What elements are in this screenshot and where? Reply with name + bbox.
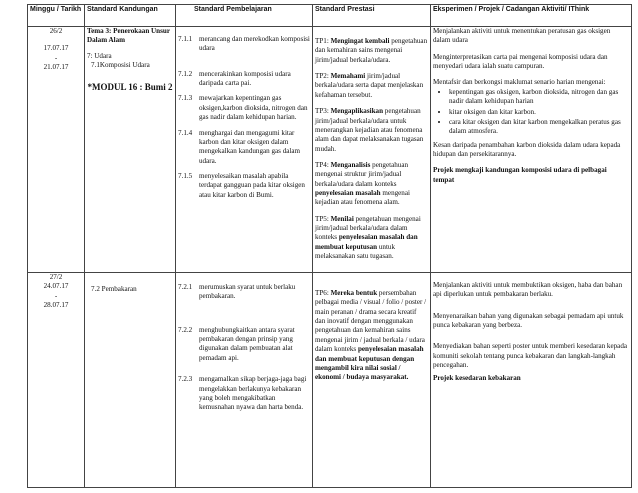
sp-item: 7.1.2 mencerakinkan komposisi udara daripada carta pai.	[178, 69, 291, 88]
tp-item: TP6: Mereka bentuk persembahan pelbagai media / visual / folio / poster / main peranan / drama secara kreatif dan inovatif dengan menggunakan pengetahuan dan kemahiran sains mengenai jirim / jadual berkala / udara dalam konteks penyelesaian masalah dan membuat keputusan dengan mengambil kira nilai sosial / ekonomi / budaya masyarakat.	[315, 289, 427, 382]
date-from: 17.07.17	[43, 44, 69, 53]
week-cell	[28, 273, 85, 488]
list-item: • kepentingan gas oksigen, karbon dioksida, nitrogen dan gas nadir dalam kehidupan harian	[449, 88, 629, 107]
date-dash: -	[54, 291, 58, 300]
standard-prestasi-cell	[313, 27, 431, 273]
standard-kandungan-cell	[85, 27, 176, 273]
eksperimen-cell	[431, 27, 632, 273]
activity-text: Menginterpretasikan carta pai mengenai komposisi udara dan menyedari udara ialah suatu campuran.	[433, 52, 608, 71]
unit-title: 7: Udara	[87, 51, 112, 60]
sp-item: 7.1.4 menghargai dan mengagumi kitar karbon dan kitar oksigen dalam mengekalkan kandungan gas dalam udara.	[178, 128, 301, 165]
lesson-plan-page	[27, 4, 631, 488]
sp-item: 7.1.1 merancang dan merekodkan komposisi udara	[178, 35, 310, 53]
sp-item: 7.2.3 mengamalkan sikap berjaga-jaga bagi mengelakkan berlakunya kebakaran yang boleh mengakibatkan kemusnahan nyawa dan harta benda.	[178, 375, 307, 412]
subtopic-title: 7.2 Pembakaran	[91, 285, 137, 293]
date-dash: -	[54, 53, 58, 62]
subtopic-title: 7.1Komposisi Udara	[91, 61, 150, 70]
list-item: • kitar oksigen dan kitar karbon.	[449, 108, 629, 117]
header-standard-kandungan: Standard Kandungan	[85, 5, 176, 27]
header-standard-prestasi: Standard Prestasi	[313, 5, 431, 27]
header-row	[28, 5, 632, 27]
table-row-week-26	[28, 27, 632, 273]
date-to: 28.07.17	[43, 301, 69, 310]
date-from: 24.07.17	[43, 282, 69, 291]
project-title: Projek mengkaji kandungan komposisi udara di pelbagai tempat	[433, 166, 607, 184]
activity-text: Menyenaraikan bahan yang digunakan sebagai pemadam api untuk punca kebakaran yang berbeza.	[433, 311, 624, 330]
header-standard-pembelajaran: Standard Pembelajaran	[176, 5, 313, 27]
sp-item: 7.1.5 menyelesaikan masalah apabila terdapat gangguan pada kitar oksigen atau kitar karbon di Bumi.	[178, 171, 305, 199]
standard-kandungan-cell	[85, 273, 176, 488]
table-row-week-27	[28, 273, 632, 488]
theme-title: Tema 3: Penerokaan Unsur Dalam Alam	[87, 27, 170, 45]
tp-item: TP3: Mengaplikasikan pengetahuan jirim/jadual berkala/udara untuk menerangkan kejadian atau fenomena alam dan dapat melaksanakan tugasan mudah.	[315, 107, 424, 153]
header-eksperimen: Eksperimen / Projek / Cadangan Aktiviti/ IThink	[431, 5, 632, 27]
standard-pembelajaran-cell	[176, 27, 313, 273]
project-title: Projek kesedaran kebakaran	[433, 373, 521, 382]
sp-item: 7.2.2 menghubungkaitkan antara syarat pembakaran dengan prinsip yang digunakan dalam pembuatan alat pemadam api.	[178, 325, 295, 362]
date-to: 21.07.17	[43, 63, 69, 72]
activity-text: Menjalankan aktiviti untuk menentukan peratusan gas oksigen dalam udara	[433, 27, 611, 45]
activity-text: Menjalankan aktiviti untuk membuktikan oksigen, haba dan bahan api diperlukan untuk pembakaran berlaku.	[433, 281, 623, 299]
standard-pembelajaran-cell	[176, 273, 313, 488]
activity-text: Menyediakan bahan seperti poster untuk memberi kesedaran kepada komuniti sekolah tentang punca kebakaran dan langkah-langkah pencegahan.	[433, 342, 628, 370]
lesson-plan-table	[27, 4, 632, 488]
modul-label: *MODUL 16 : Bumi 2	[87, 82, 173, 93]
sp-item: 7.1.3 mewajarkan kepentingan gas oksigen,karbon dioksida, nitrogen dan gas nadir dalam kehidupan harian.	[178, 94, 308, 122]
eksperimen-cell	[431, 273, 632, 488]
week-cell	[28, 27, 85, 273]
activity-text: Mentafsir dan berkongsi maklumat senario harian mengenai:	[433, 78, 606, 87]
tp-item: TP4: Menganalisis pengetahuan mengenai struktur jirim/jadual berkala/udara dalam konteks penyelesaian masalah mengenai kejadian atau fenomena alam.	[315, 160, 410, 207]
tp-item: TP2: Memahami jirim/jadual berkala/udara serta dapat menjelaskan kefahaman tersebut.	[315, 72, 424, 99]
activity-list	[433, 88, 629, 137]
tp-item: TP1: Mengingat kembali pengetahuan dan kemahiran sains mengenai jirim/jadual berkala/udara.	[315, 37, 428, 64]
sp-item: 7.2.1 merumuskan syarat untuk berlaku pembakaran.	[178, 283, 296, 301]
tp-item: TP5: Menilai pengetahuan mengenai jirim/jadual berkala/udara dalam konteks penyelesaian masalah dan membuat keputusan untuk melaksanakan satu tugasan.	[315, 214, 421, 261]
header-minggu: Minggu / Tarikh	[28, 5, 85, 27]
week-number: 26/2	[49, 27, 63, 35]
week-number: 27/2	[49, 273, 63, 281]
list-item: • cara kitar oksigen dan kitar karbon mengekalkan peratus gas dalam atmosfera.	[449, 118, 629, 137]
standard-prestasi-cell	[313, 273, 431, 488]
activity-text: Kesan daripada penambahan karbon dioksida dalam udara kepada hidupan dan persekitarannya.	[433, 140, 621, 158]
